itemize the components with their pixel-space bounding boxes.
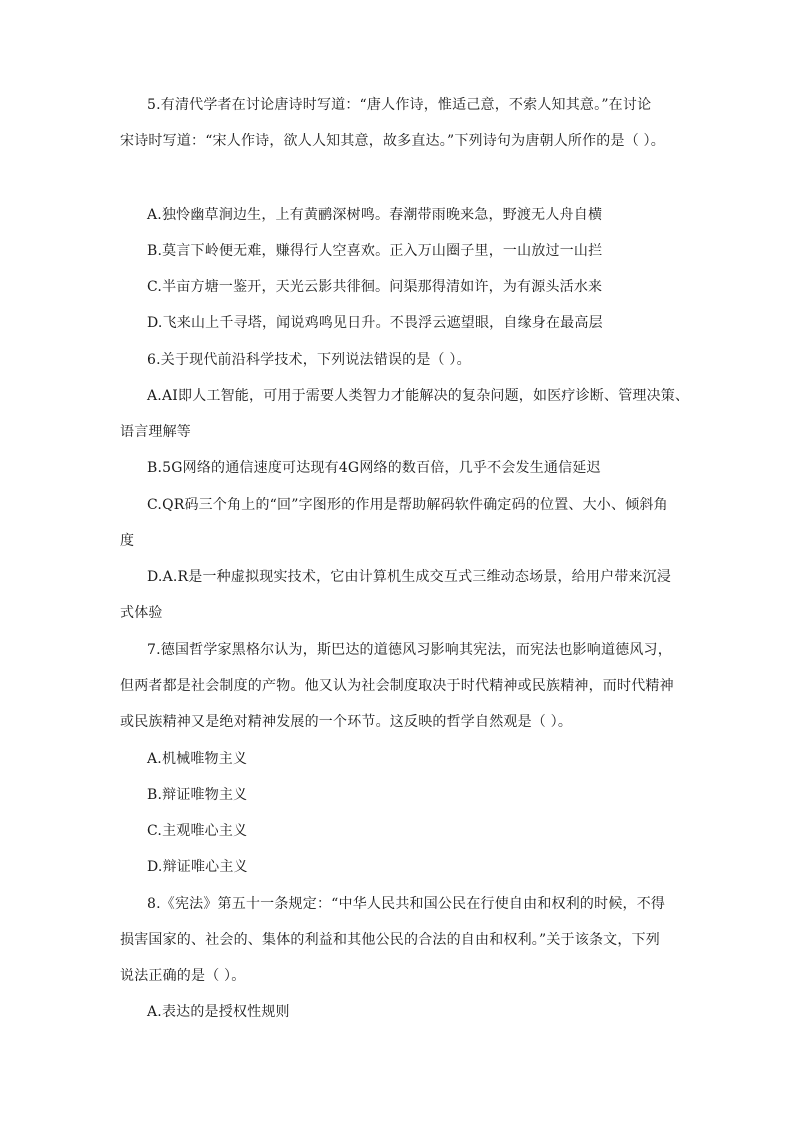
q5-option-b: B.莫言下岭便无难，赚得行人空喜欢。正入万山圈子里，一山放过一山拦 [147, 243, 603, 259]
q5-stem-line-1: 5.有清代学者在讨论唐诗时写道：“唐人作诗，惟适己意，不索人知其意。”在讨论 [147, 97, 652, 113]
q5-option-a: A.独怜幽草涧边生，上有黄鹂深树鸣。春潮带雨晚来急，野渡无人舟自横 [147, 207, 603, 223]
q8-stem-line-3: 说法正确的是（ ）。 [120, 968, 246, 984]
q7-option-c: C.主观唯心主义 [147, 823, 248, 839]
q6-option-c-line-1: C.QR码三个角上的“回”字图形的作用是帮助解码软件确定码的位置、大小、倾斜角 [147, 497, 668, 513]
q7-stem-line-2: 但两者都是社会制度的产物。他又认为社会制度取决于时代精神或民族精神，而时代精神 [120, 678, 674, 694]
q7-option-b: B.辩证唯物主义 [147, 787, 248, 803]
q6-stem: 6.关于现代前沿科学技术，下列说法错误的是（ ）。 [147, 352, 471, 368]
q5-option-d: D.飞来山上千寻塔，闻说鸡鸣见日升。不畏浮云遮望眼，自缘身在最高层 [147, 315, 603, 331]
q8-stem-line-2: 损害国家的、社会的、集体的利益和其他公民的合法的自由和权利。”关于该条文，下列 [120, 932, 660, 948]
q6-option-a-line-2: 语言理解等 [120, 424, 191, 440]
q8-option-a: A.表达的是授权性规则 [147, 1004, 290, 1020]
q6-option-c-line-2: 度 [120, 533, 135, 549]
q5-option-c: C.半亩方塘一鉴开，天光云影共徘徊。问渠那得清如许，为有源头活水来 [147, 279, 603, 295]
q5-stem-line-2: 宋诗时写道：“宋人作诗，欲人人知其意，故多直达。”下列诗句为唐朝人所作的是（ ）。 [120, 133, 665, 149]
q7-stem-line-3: 或民族精神又是绝对精神发展的一个环节。这反映的哲学自然观是（ ）。 [120, 714, 573, 730]
q7-option-d: D.辩证唯心主义 [147, 859, 248, 875]
q6-option-d-line-1: D.A.R是一种虚拟现实技术，它由计算机生成交互式三维动态场景，给用户带来沉浸 [147, 569, 672, 585]
q6-option-a-line-1: A.AI即人工智能，可用于需要人类智力才能解决的复杂问题，如医疗诊断、管理决策、 [147, 388, 690, 404]
q6-option-b: B.5G网络的通信速度可达现有4G网络的数百倍，几乎不会发生通信延迟 [147, 460, 601, 476]
q6-option-d-line-2: 式体验 [120, 605, 163, 621]
q7-option-a: A.机械唯物主义 [147, 751, 248, 767]
q7-stem-line-1: 7.德国哲学家黑格尔认为，斯巴达的道德风习影响其宪法，而宪法也影响道德风习， [147, 642, 672, 658]
q8-stem-line-1: 8.《宪法》第五十一条规定：“中华人民共和国公民在行使自由和权利的时候，不得 [147, 896, 666, 912]
